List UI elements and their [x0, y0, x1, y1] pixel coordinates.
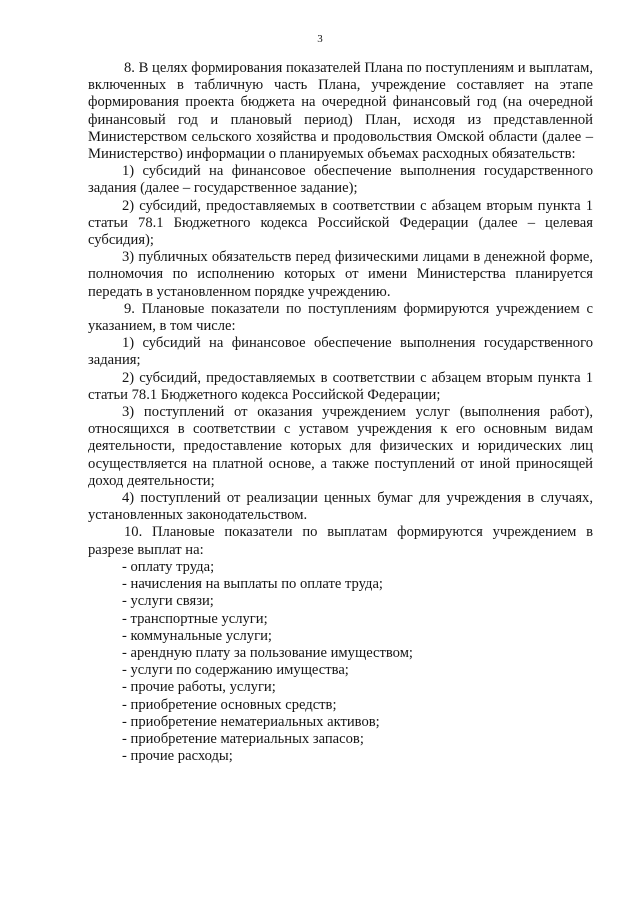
- dash-list-item: - коммунальные услуги;: [122, 627, 272, 644]
- dash-list-item: - приобретение материальных запасов;: [122, 730, 364, 747]
- paragraph-8-item-1: 1) субсидий на финансовое обеспечение выполнения государственного задания (далее – государственное задание);: [88, 163, 593, 197]
- paragraph-9-item-1: 1) субсидий на финансовое обеспечение выполнения государственного задания;: [88, 335, 593, 369]
- dash-list-item: - услуги по содержанию имущества;: [122, 662, 349, 679]
- dash-list-item: - прочие расходы;: [122, 748, 233, 765]
- dash-list-item: - оплату труда;: [122, 558, 215, 575]
- dash-list-item: - арендную плату за пользование имуществом;: [122, 644, 413, 661]
- paragraph-9-item-2: 2) субсидий, предоставляемых в соответствии с абзацем вторым пункта 1 статьи 78.1 Бюджетного кодекса Российской Федерации;: [88, 369, 593, 403]
- dash-list-item: - приобретение нематериальных активов;: [122, 713, 380, 730]
- paragraph-9-item-3: 3) поступлений от оказания учреждением услуг (выполнения работ), относящихся в соответствии с уставом учреждения к его основным видам деятельности, предоставление которых для физических и юридических лиц осуществляется на платной основе, а также поступлений от иной приносящей доход деятельности;: [88, 404, 593, 489]
- paragraph-8-item-3: 3) публичных обязательств перед физическими лицами в денежной форме, полномочия по исполнению которых от имени Министерства планируется передать в установленном порядке учреждению.: [88, 249, 593, 300]
- paragraph-9-item-4: 4) поступлений от реализации ценных бумаг для учреждения в случаях, установленных законодательством.: [88, 490, 593, 524]
- dash-list-item: - прочие работы, услуги;: [122, 679, 276, 696]
- dash-list-item: - услуги связи;: [122, 593, 214, 610]
- dash-list-item: - транспортные услуги;: [122, 610, 268, 627]
- paragraph-8: 8. В целях формирования показателей Плана по поступлениям и выплатам, включенных в табличную часть Плана, учреждение составляет на этапе формирования проекта бюджета на очередной финансовый год (на очередной финансовый год и плановый период) План, исходя из представленной Министерством сельского хозяйства и продовольствия Омской области (далее – Министерство) информации о планируемых объемах расходных обязательств:: [88, 60, 593, 163]
- document-body: [88, 60, 593, 765]
- dash-list-item: - начисления на выплаты по оплате труда;: [122, 576, 383, 593]
- page-number: 3: [317, 33, 323, 45]
- paragraph-10: 10. Плановые показатели по выплатам формируются учреждением в разрезе выплат на:: [88, 524, 593, 558]
- paragraph-8-item-2: 2) субсидий, предоставляемых в соответствии с абзацем вторым пункта 1 статьи 78.1 Бюджетного кодекса Российской Федерации (далее – целевая субсидия);: [88, 197, 593, 249]
- paragraph-9: 9. Плановые показатели по поступлениям формируются учреждением с указанием, в том числе:: [88, 300, 593, 335]
- dash-list-item: - приобретение основных средств;: [122, 696, 337, 713]
